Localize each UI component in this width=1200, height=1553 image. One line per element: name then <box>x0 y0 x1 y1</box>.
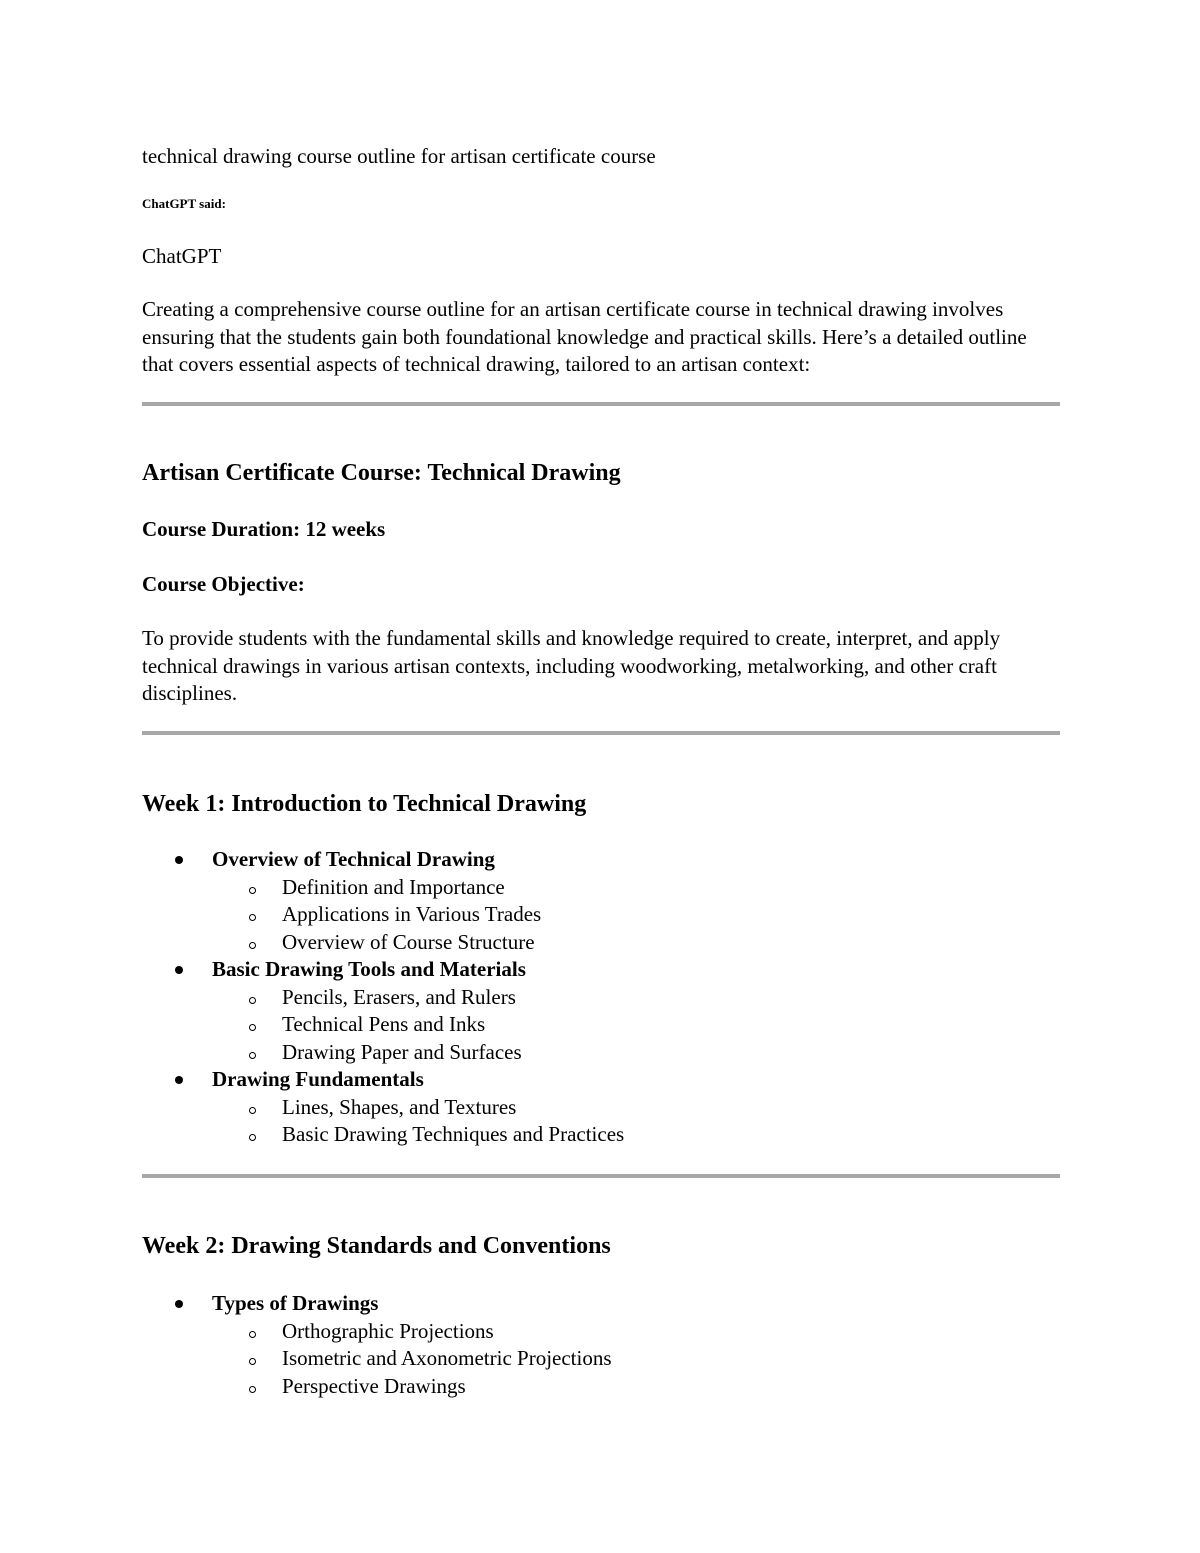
subtopic-text: Lines, Shapes, and Textures <box>282 1094 517 1119</box>
bullet-icon <box>175 1076 183 1084</box>
subtopic-item <box>142 1094 1060 1122</box>
circle-bullet-icon <box>249 1107 256 1114</box>
speaker-label: ChatGPT said: <box>142 196 226 211</box>
subtopic-text: Perspective Drawings <box>282 1373 466 1398</box>
circle-bullet-icon <box>249 1052 256 1059</box>
subtopic-item <box>142 901 1060 929</box>
circle-bullet-icon <box>249 1331 256 1338</box>
course-duration: Course Duration: 12 weeks <box>142 517 386 541</box>
assistant-name: ChatGPT <box>142 244 222 268</box>
subtopic-text: Definition and Importance <box>282 874 505 899</box>
topic-heading: Types of Drawings <box>212 1291 379 1315</box>
topic-heading: Overview of Technical Drawing <box>212 847 495 871</box>
subtopic-text: Drawing Paper and Surfaces <box>282 1039 522 1064</box>
subtopic-text: Basic Drawing Techniques and Practices <box>282 1122 625 1146</box>
subtopic-item <box>142 1373 1060 1401</box>
bullet-icon <box>175 856 183 864</box>
circle-bullet-icon <box>249 914 256 921</box>
subtopic-item <box>142 1039 1060 1067</box>
week-title: Week 2: Drawing Standards and Conventions <box>142 1233 611 1259</box>
horizontal-rule <box>142 1174 1060 1178</box>
horizontal-rule <box>142 402 1060 406</box>
circle-bullet-icon <box>249 1134 256 1141</box>
topic-item <box>142 846 1060 956</box>
topic-item <box>142 956 1060 1066</box>
subtopic-text: Applications in Various Trades <box>282 902 542 926</box>
circle-bullet-icon <box>249 997 256 1004</box>
subtopic-item <box>142 1345 1060 1373</box>
course-title: Artisan Certificate Course: Technical Drawing <box>142 460 621 486</box>
course-objective-label: Course Objective: <box>142 572 305 596</box>
subtopic-item <box>142 1318 1060 1346</box>
week-title: Week 1: Introduction to Technical Drawing <box>142 791 587 817</box>
subtopic-item <box>142 1121 1060 1149</box>
course-objective-text: To provide students with the fundamental skills and knowledge required to create, interpret, and apply technical drawings in various artisan contexts, including woodworking, metalworking, and other craft disciplines. <box>142 626 1001 705</box>
subtopic-item <box>142 984 1060 1012</box>
subtopic-list <box>212 984 1060 1067</box>
bullet-icon <box>175 1300 183 1308</box>
topic-heading: Basic Drawing Tools and Materials <box>212 957 526 981</box>
circle-bullet-icon <box>249 1358 256 1365</box>
bullet-icon <box>175 966 183 974</box>
subtopic-text: Technical Pens and Inks <box>282 1012 486 1036</box>
subtopic-text: Orthographic Projections <box>282 1318 494 1343</box>
subtopic-text: Pencils, Erasers, and Rulers <box>282 984 516 1009</box>
subtopic-item <box>142 929 1060 957</box>
circle-bullet-icon <box>249 887 256 894</box>
subtopic-list <box>212 874 1060 957</box>
intro-paragraph: Creating a comprehensive course outline for an artisan certificate course in technical drawing involves ensuring that the students gain both foundational knowledge and practical skills. Here’s a detailed outline that covers essential aspects of technical drawing, tailored to an artisan context: <box>142 297 1027 376</box>
subtopic-list <box>212 1318 1060 1401</box>
circle-bullet-icon <box>249 942 256 949</box>
topic-item <box>142 1066 1060 1149</box>
topic-item <box>142 1290 1060 1400</box>
topic-heading: Drawing Fundamentals <box>212 1067 424 1091</box>
horizontal-rule <box>142 731 1060 735</box>
week-outline-list <box>142 1290 1060 1400</box>
subtopic-item <box>142 1011 1060 1039</box>
week-outline-list <box>142 846 1060 1149</box>
subtopic-item <box>142 874 1060 902</box>
user-prompt: technical drawing course outline for artisan certificate course <box>142 144 656 168</box>
subtopic-text: Overview of Course Structure <box>282 929 535 954</box>
subtopic-text: Isometric and Axonometric Projections <box>282 1346 612 1370</box>
subtopic-list <box>212 1094 1060 1149</box>
circle-bullet-icon <box>249 1024 256 1031</box>
circle-bullet-icon <box>249 1386 256 1393</box>
